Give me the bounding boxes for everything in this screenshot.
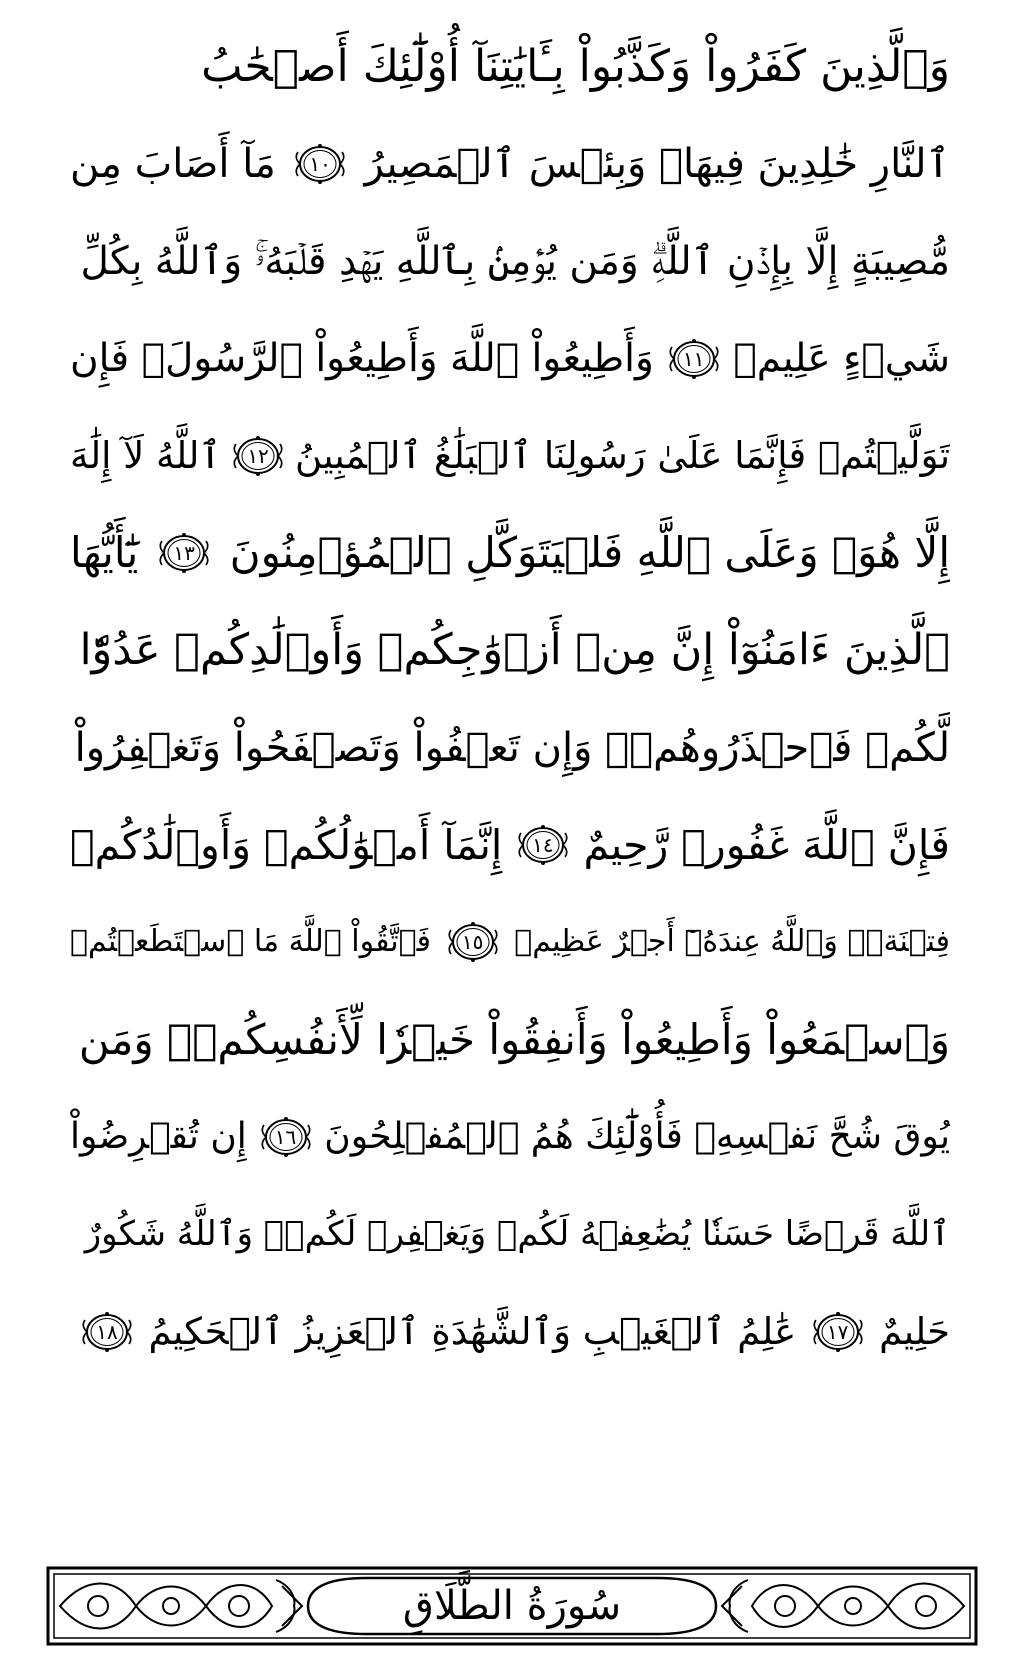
verse-line: [70, 1283, 950, 1380]
verse-text: وَٱلَّذِينَ كَفَرُواْ وَكَذَّبُواْ بِـَٔايَٰتِنَآ أُوْلَٰٓئِكَ أَصۡحَٰبُ: [201, 40, 950, 92]
verse-line: [70, 213, 950, 310]
verse-line: [70, 115, 950, 212]
verse-line: [70, 699, 950, 796]
ayah-number-marker: [516, 823, 570, 867]
verse-line: [70, 894, 950, 991]
verse-text: مُّصِيبَةٍ إِلَّا بِإِذۡنِ ٱللَّهِۗ وَمَن يُؤۡمِنۢ بِٱللَّهِ يَهۡدِ قَلۡبَهُۥۚ وَٱللَّهُ بِكُلِّ: [80, 238, 950, 284]
ayah-number: ١٧: [826, 1319, 849, 1344]
verse-text: وَٱسۡمَعُواْ وَأَطِيعُواْ وَأَنفِقُواْ خَيۡرٗا لِّأَنفُسِكُمۡۗ وَمَن: [78, 1014, 950, 1064]
ayah-number: ١١: [682, 346, 705, 371]
ayah-number: ١٠: [309, 151, 331, 176]
verse-text: إِن تُقۡرِضُواْ: [70, 1115, 247, 1157]
surah-title: سُورَةُ الطَّلَاقِ: [402, 1583, 622, 1629]
verse-text: إِلَّا هُوَۚ وَعَلَى ٱللَّهِ فَلۡيَتَوَكَّلِ ٱلۡمُؤۡمِنُونَ: [229, 528, 950, 578]
verse-text: فِتۡنَةٞۚ وَٱللَّهُ عِندَهُۥٓ أَجۡرٌ عَظِيمٞ: [514, 924, 950, 960]
ayah-number: ١٥: [461, 930, 484, 955]
ayah-number: ١٣: [173, 541, 195, 566]
ayah-number-marker: [293, 142, 347, 186]
ayah-number-marker: [667, 337, 721, 381]
surah-header-band: [46, 1566, 978, 1646]
verse-text: عَٰلِمُ ٱلۡغَيۡبِ وَٱلشَّهَٰدَةِ ٱلۡعَزِيزُ ٱلۡحَكِيمُ: [148, 1310, 797, 1353]
ayah-number-marker: [80, 1310, 134, 1354]
verse-text: يُوقَ شُحَّ نَفۡسِهِۦ فَأُوْلَٰٓئِكَ هُمُ ٱلۡمُفۡلِحُونَ: [324, 1115, 950, 1157]
verse-text: ٱلَّذِينَ ءَامَنُوٓاْ إِنَّ مِنۡ أَزۡوَٰجِكُمۡ وَأَوۡلَٰدِكُمۡ عَدُوّٗا: [79, 624, 950, 675]
ayah-number: ١٢: [247, 443, 269, 468]
verse-text: وَأَطِيعُواْ ٱللَّهَ وَأَطِيعُواْ ٱلرَّسُولَۚ فَإِن: [70, 336, 654, 382]
verse-text: لَّكُمۡ فَٱحۡذَرُوهُمۡۚ وَإِن تَعۡفُواْ وَتَصۡفَحُواْ وَتَغۡفِرُواْ: [74, 724, 950, 771]
verse-line: [70, 1088, 950, 1185]
verse-text: ٱللَّهَ قَرۡضًا حَسَنٗا يُضَٰعِفۡهُ لَكُمۡ وَيَغۡفِرۡ لَكُمۡۚ وَٱللَّهُ شَكُورٌ: [84, 1214, 950, 1255]
ayah-number: ١٨: [96, 1319, 118, 1344]
verse-text: ٱلنَّارِ خَٰلِدِينَ فِيهَاۖ وَبِئۡسَ ٱلۡمَصِيرُ: [364, 140, 950, 187]
verse-text: إِنَّمَآ أَمۡوَٰلُكُمۡ وَأَوۡلَٰدُكُمۡ: [70, 820, 503, 869]
verse-line: [70, 1186, 950, 1283]
verse-text-block: [70, 18, 950, 1380]
verse-text: شَيۡءٍ عَلِيمٞ: [733, 336, 950, 382]
ayah-number-marker: [446, 920, 500, 964]
verse-line: [70, 407, 950, 504]
verse-text: مَآ أَصَابَ مِن: [70, 140, 276, 187]
verse-line: [70, 310, 950, 407]
verse-text: تَوَلَّيۡتُمۡ فَإِنَّمَا عَلَىٰ رَسُولِنَا ٱلۡبَلَٰغُ ٱلۡمُبِينُ: [295, 434, 950, 478]
verse-text: فَٱتَّقُواْ ٱللَّهَ مَا ٱسۡتَطَعۡتُمۡ: [70, 924, 431, 960]
verse-line: [70, 796, 950, 893]
verse-text: ٱللَّهُ لَآ إِلَٰهَ: [70, 434, 222, 478]
ayah-number-marker: [157, 531, 211, 575]
ayah-number-marker: [231, 434, 285, 478]
verse-text: حَلِيمٌ: [879, 1310, 950, 1353]
verse-line: [70, 991, 950, 1088]
verse-text: فَإِنَّ ٱللَّهَ غَفُورٞ رَّحِيمٌ: [583, 820, 950, 869]
ayah-number: ١٤: [532, 833, 554, 858]
verse-line: [70, 602, 950, 699]
verse-line: [70, 504, 950, 601]
ayah-number-marker: [259, 1115, 313, 1159]
ayah-number-marker: [811, 1310, 865, 1354]
ayah-number: ١٦: [274, 1124, 297, 1149]
verse-text: يَٰٓأَيُّهَا: [70, 528, 139, 578]
verse-line: [70, 18, 950, 115]
